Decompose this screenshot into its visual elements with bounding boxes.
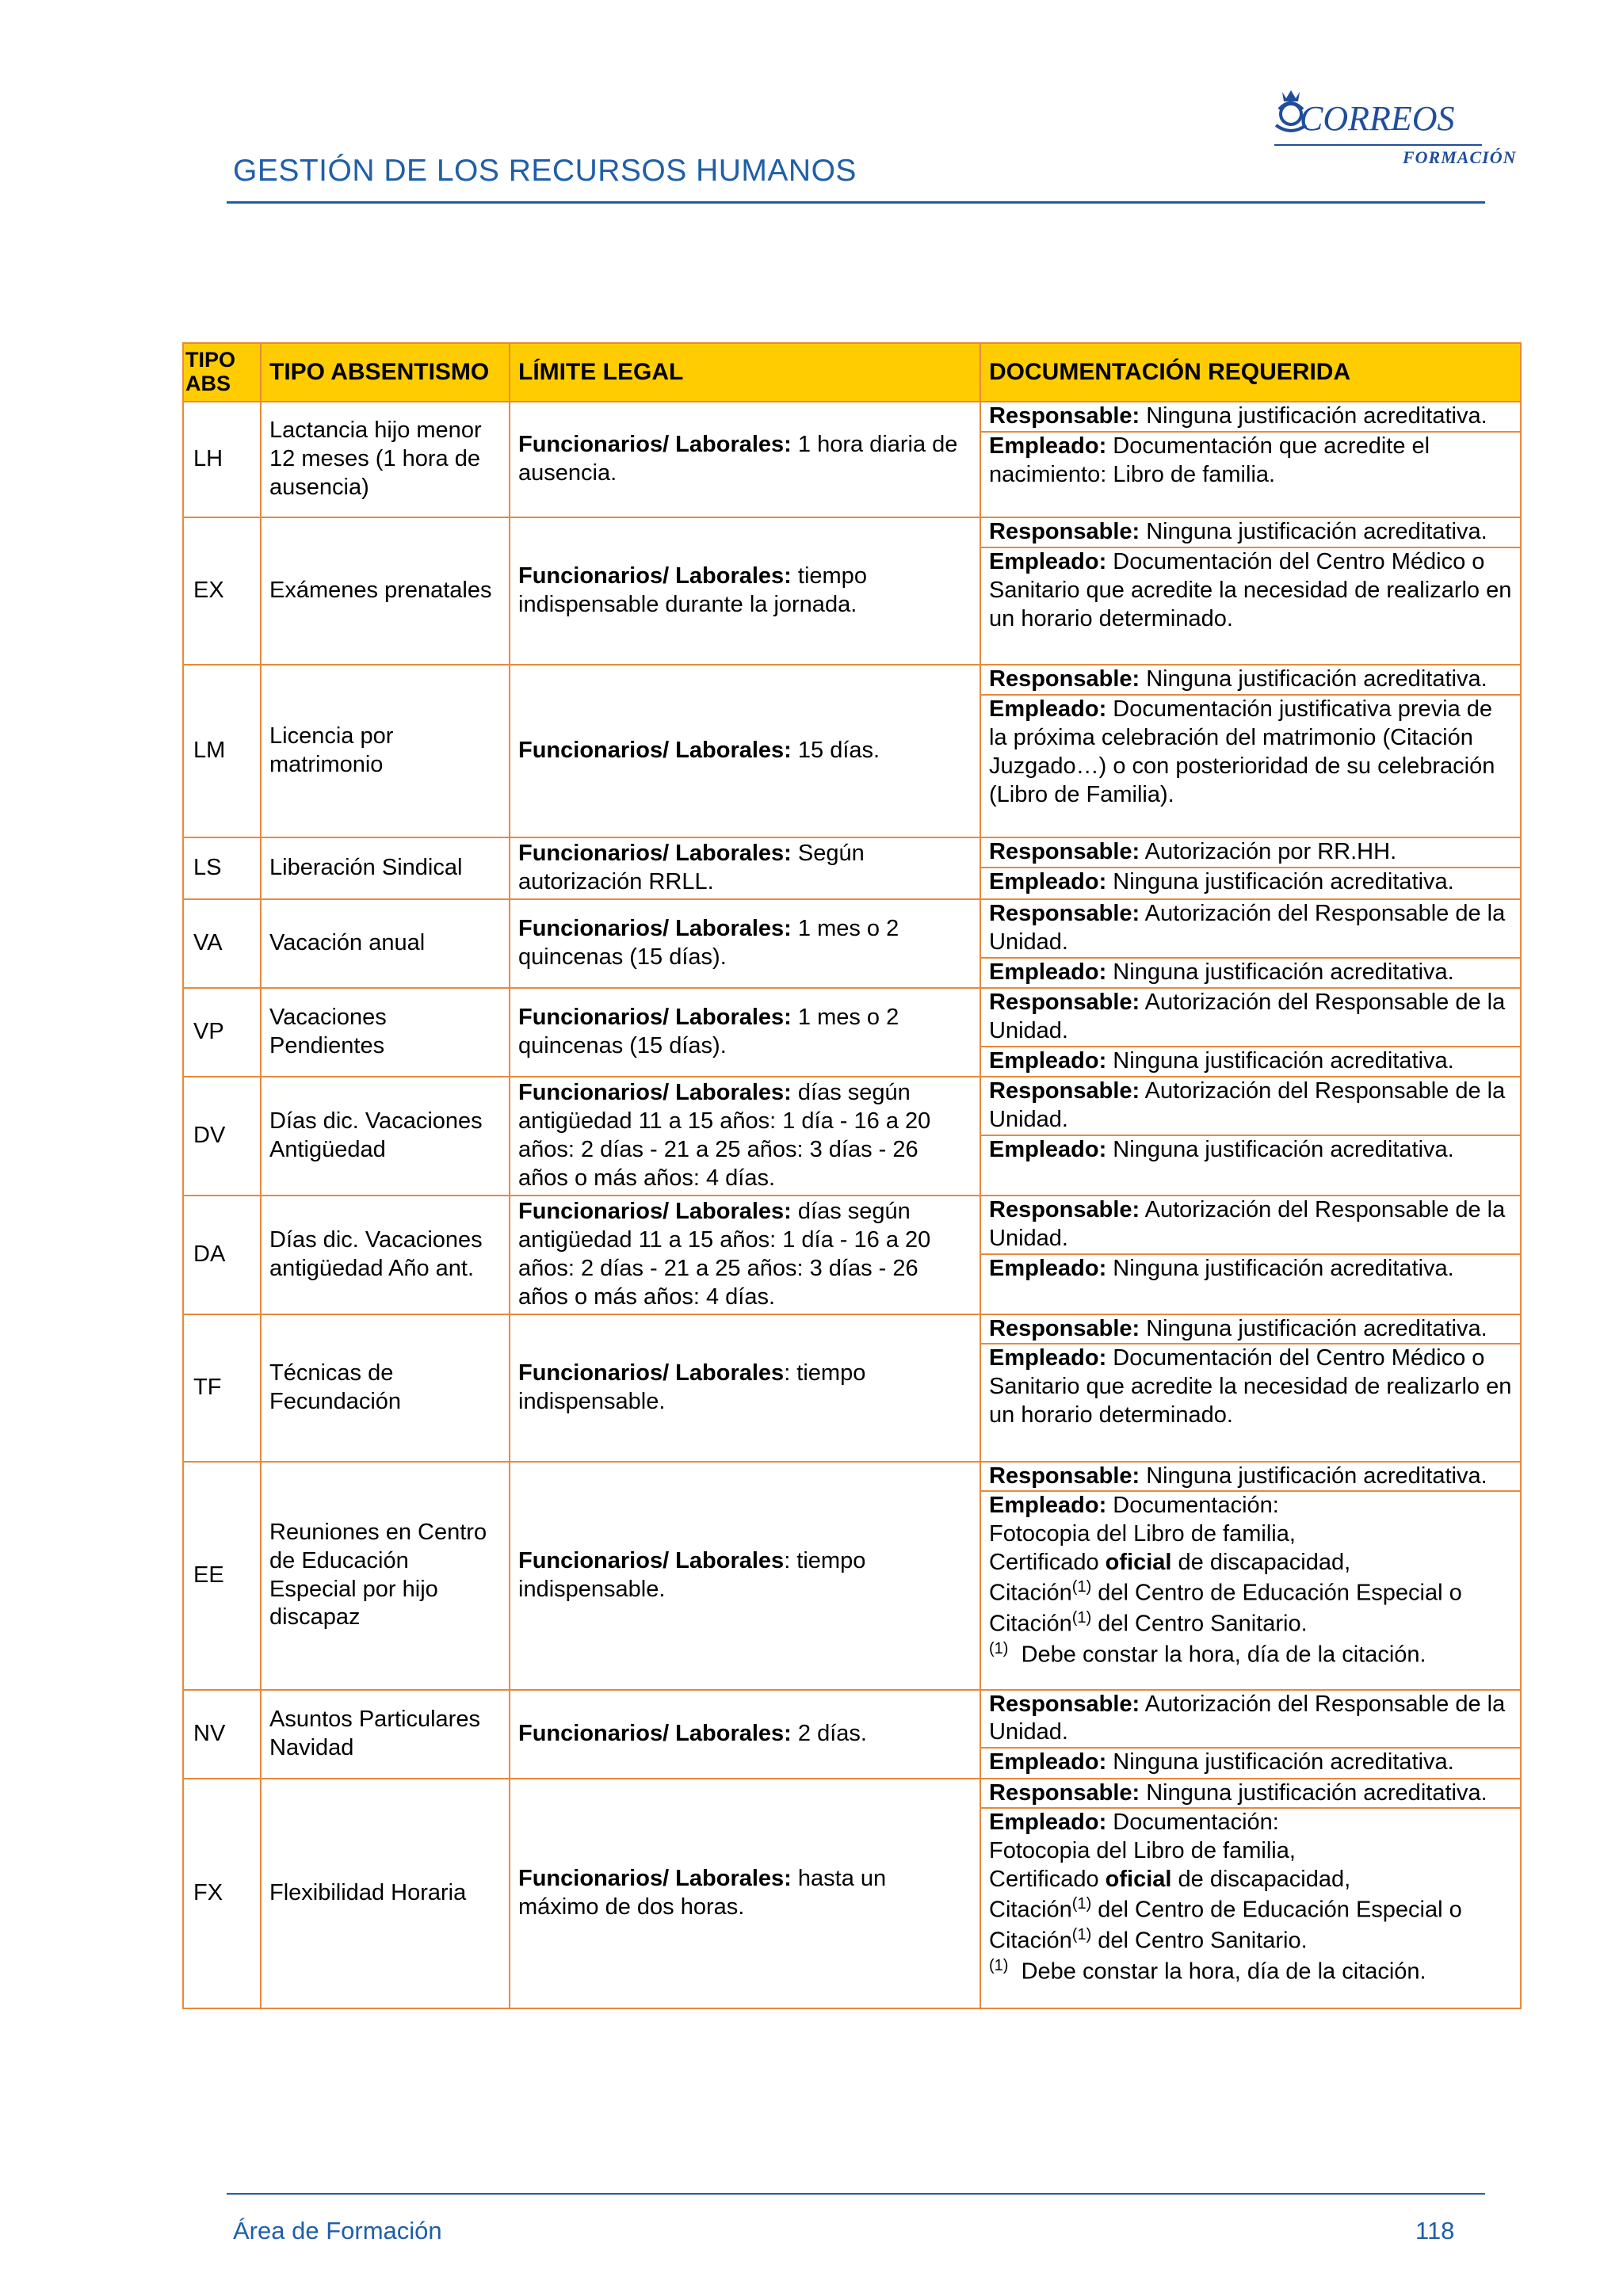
empleado-text: Ninguna justificación acreditativa. <box>1106 1255 1454 1281</box>
doc-line-text: Fotocopia del Libro de familia, <box>989 1838 1296 1864</box>
doc-empleado <box>981 867 1520 897</box>
table-row <box>183 1077 1521 1196</box>
limit-label: Funcionarios/ Laborales: <box>518 1198 792 1224</box>
absenteeism-table <box>182 342 1522 2009</box>
cell-required-docs <box>980 837 1521 899</box>
limit-text: tiempo indispensable durante la jornada. <box>518 563 867 617</box>
table-row <box>183 899 1521 988</box>
cell-absence-type: Liberación Sindical <box>261 837 510 899</box>
table-row <box>183 1196 1521 1314</box>
cell-absence-type: Exámenes prenatales <box>261 517 510 665</box>
page-number: 118 <box>1415 2217 1455 2245</box>
table-row <box>183 517 1521 665</box>
cell-legal-limit <box>510 1690 980 1779</box>
cell-legal-limit <box>510 899 980 988</box>
responsable-text: Ninguna justificación acreditativa. <box>1140 403 1487 429</box>
doc-line-text: de discapacidad, <box>1171 1867 1351 1893</box>
responsable-text: Ninguna justificación acreditativa. <box>1140 666 1487 692</box>
cell-absence-type: Días dic. Vacaciones antigüedad Año ant. <box>261 1196 510 1314</box>
empleado-label: Empleado: <box>989 1136 1107 1162</box>
doc-line-text: del Centro Sanitario. <box>1091 1611 1308 1637</box>
doc-responsable <box>981 1196 1520 1253</box>
responsable-text: Autorización por RR.HH. <box>1140 839 1397 864</box>
cell-required-docs <box>980 517 1521 665</box>
table-row <box>183 402 1521 517</box>
responsable-label: Responsable: <box>989 989 1140 1015</box>
cell-code: LS <box>183 837 261 899</box>
cell-legal-limit <box>510 517 980 665</box>
cell-absence-type: Lactancia hijo menor 12 meses (1 hora de ausencia) <box>261 402 510 517</box>
responsable-text: Ninguna justificación acreditativa. <box>1140 519 1487 544</box>
empleado-text: Documentación que acredite el nacimiento: Libro de familia. <box>989 433 1430 487</box>
doc-responsable <box>981 1463 1520 1491</box>
empleado-label: Empleado: <box>989 696 1107 722</box>
empleado-text: Documentación: <box>1106 1810 1279 1836</box>
cell-required-docs <box>980 1779 1521 2008</box>
empleado-doc-line <box>989 1837 1512 1866</box>
limit-label: Funcionarios/ Laborales: <box>518 738 792 764</box>
table-row <box>183 988 1521 1077</box>
responsable-text: Autorización del Responsable de la Unidad. <box>989 1691 1506 1745</box>
cell-code: NV <box>183 1690 261 1779</box>
empleado-label: Empleado: <box>989 1810 1107 1836</box>
doc-line-text: Fotocopia del Libro de familia, <box>989 1521 1296 1547</box>
doc-line-text: Debe constar la hora, día de la citación. <box>1008 1642 1426 1668</box>
doc-responsable <box>981 1779 1520 1808</box>
footnote-marker: (1) <box>989 1639 1009 1657</box>
cell-required-docs <box>980 1314 1521 1462</box>
limit-text: 2 días. <box>791 1720 867 1746</box>
cell-code: VA <box>183 899 261 988</box>
cell-code: DV <box>183 1077 261 1196</box>
empleado-doc-line <box>989 1577 1512 1608</box>
doc-line-text: Citación <box>989 1611 1072 1637</box>
cell-legal-limit <box>510 665 980 837</box>
footnote-marker: (1) <box>1071 1895 1092 1913</box>
table-row <box>183 1779 1521 2008</box>
cell-required-docs <box>980 988 1521 1077</box>
cell-required-docs <box>980 402 1521 517</box>
doc-empleado <box>981 1807 1520 1986</box>
responsable-text: Ninguna justificación acreditativa. <box>1140 1779 1487 1806</box>
cell-legal-limit <box>510 1314 980 1462</box>
responsable-label: Responsable: <box>989 839 1140 864</box>
emphasis-text: oficial <box>1105 1550 1172 1576</box>
limit-label: Funcionarios/ Laborales: <box>518 1720 792 1746</box>
responsable-text: Autorización del Responsable de la Unidad. <box>989 1077 1506 1132</box>
cell-code: FX <box>183 1779 261 2008</box>
table-row <box>183 1314 1521 1462</box>
responsable-label: Responsable: <box>989 519 1140 544</box>
column-header-limit: LÍMITE LEGAL <box>510 343 980 402</box>
cell-required-docs <box>980 899 1521 988</box>
limit-label: Funcionarios/ Laborales <box>518 1547 785 1573</box>
cell-code: EE <box>183 1462 261 1690</box>
logo-underline <box>1274 144 1482 146</box>
doc-empleado <box>981 1046 1520 1076</box>
empleado-doc-line <box>989 1925 1512 1956</box>
responsable-label: Responsable: <box>989 1077 1140 1104</box>
cell-code: EX <box>183 517 261 665</box>
empleado-label: Empleado: <box>989 1047 1107 1074</box>
responsable-text: Ninguna justificación acreditativa. <box>1140 1315 1487 1341</box>
logo-wordmark: CORREOS <box>1300 99 1455 138</box>
cell-absence-type: Días dic. Vacaciones Antigüedad <box>261 1077 510 1196</box>
limit-text: : tiempo indispensable. <box>518 1547 866 1602</box>
limit-label: Funcionarios/ Laborales: <box>518 841 792 866</box>
logo-subtitle: FORMACIÓN <box>1403 147 1517 167</box>
responsable-text: Ninguna justificación acreditativa. <box>1140 1463 1487 1489</box>
doc-line-text: Certificado <box>989 1867 1106 1893</box>
cell-code: VP <box>183 988 261 1077</box>
footer-section-name: Área de Formación <box>233 2217 442 2245</box>
empleado-label: Empleado: <box>989 433 1107 459</box>
table-row <box>183 1462 1521 1690</box>
cell-legal-limit <box>510 1779 980 2008</box>
table-header-row <box>183 343 1521 402</box>
doc-line-text: Citación <box>989 1928 1072 1954</box>
limit-text: 1 hora diaria de ausencia. <box>518 432 958 486</box>
cell-legal-limit <box>510 1196 980 1314</box>
doc-empleado <box>981 1747 1520 1777</box>
empleado-text: Ninguna justificación acreditativa. <box>1106 1749 1454 1775</box>
empleado-text: Documentación justificativa previa de la próxima celebración del matrimonio (Citación Juzgado…) o con posterioridad de su celebración (Libro de Familia). <box>989 696 1495 807</box>
responsable-label: Responsable: <box>989 1463 1140 1489</box>
column-header-type: TIPO ABSENTISMO <box>261 343 510 402</box>
responsable-label: Responsable: <box>989 403 1140 429</box>
limit-text: 1 mes o 2 quincenas (15 días). <box>518 1004 899 1058</box>
cell-absence-type: Licencia por matrimonio <box>261 665 510 837</box>
footnote-marker: (1) <box>1071 1608 1092 1627</box>
limit-text: días según antigüedad 11 a 15 años: 1 día - 16 a 20 años: 2 días - 21 a 25 años: 3 días - 26 años o más años: 4 días. <box>518 1198 931 1310</box>
emphasis-text: oficial <box>1105 1867 1172 1893</box>
cell-absence-type: Vacaciones Pendientes <box>261 988 510 1077</box>
responsable-label: Responsable: <box>989 666 1140 692</box>
page-header-title: GESTIÓN DE LOS RECURSOS HUMANOS <box>233 154 857 188</box>
doc-line-text: del Centro de Educación Especial o <box>1091 1897 1462 1923</box>
limit-text: 1 mes o 2 quincenas (15 días). <box>518 915 899 970</box>
table-row <box>183 837 1521 899</box>
footer-divider <box>227 2193 1485 2195</box>
cell-legal-limit <box>510 402 980 517</box>
doc-responsable <box>981 838 1520 867</box>
limit-label: Funcionarios/ Laborales <box>518 1360 785 1386</box>
empleado-text: Ninguna justificación acreditativa. <box>1106 868 1454 894</box>
responsable-label: Responsable: <box>989 1315 1140 1341</box>
cell-absence-type: Vacación anual <box>261 899 510 988</box>
responsable-label: Responsable: <box>989 1196 1140 1222</box>
column-header-docs: DOCUMENTACIÓN REQUERIDA <box>980 343 1521 402</box>
empleado-doc-line <box>989 1520 1512 1549</box>
cell-required-docs <box>980 1690 1521 1779</box>
doc-line-text: de discapacidad, <box>1171 1550 1351 1576</box>
responsable-label: Responsable: <box>989 1691 1140 1717</box>
cell-legal-limit <box>510 837 980 899</box>
footnote-line <box>989 1639 1512 1670</box>
cell-code: DA <box>183 1196 261 1314</box>
doc-empleado <box>981 431 1520 490</box>
footnote-marker: (1) <box>1071 1925 1092 1943</box>
doc-responsable <box>981 1315 1520 1344</box>
limit-label: Funcionarios/ Laborales: <box>518 432 792 458</box>
cell-code: LM <box>183 665 261 837</box>
cell-required-docs <box>980 1196 1521 1314</box>
doc-empleado <box>981 547 1520 634</box>
limit-label: Funcionarios/ Laborales: <box>518 563 792 589</box>
doc-empleado <box>981 957 1520 987</box>
doc-responsable <box>981 666 1520 694</box>
doc-line-text: del Centro Sanitario. <box>1091 1928 1308 1954</box>
footnote-marker: (1) <box>1071 1578 1092 1596</box>
table-row <box>183 665 1521 837</box>
responsable-text: Autorización del Responsable de la Unidad. <box>989 1196 1506 1251</box>
doc-line-text: Debe constar la hora, día de la citación. <box>1008 1958 1426 1985</box>
cell-absence-type: Flexibilidad Horaria <box>261 1779 510 2008</box>
doc-responsable <box>981 518 1520 547</box>
doc-empleado <box>981 1253 1520 1283</box>
responsable-label: Responsable: <box>989 1779 1140 1806</box>
empleado-text: Documentación: <box>1106 1493 1279 1519</box>
cell-absence-type: Técnicas de Fecundación <box>261 1314 510 1462</box>
cell-required-docs <box>980 665 1521 837</box>
empleado-label: Empleado: <box>989 959 1107 985</box>
limit-text: hasta un máximo de dos horas. <box>518 1865 887 1920</box>
limit-text: : tiempo indispensable. <box>518 1360 866 1414</box>
doc-responsable <box>981 900 1520 957</box>
cell-legal-limit <box>510 988 980 1077</box>
limit-text: 15 días. <box>791 738 880 764</box>
column-header-code: TIPO ABS <box>183 343 261 402</box>
doc-line-text: Citación <box>989 1897 1072 1923</box>
cell-code: TF <box>183 1314 261 1462</box>
doc-line-text: del Centro de Educación Especial o <box>1091 1581 1462 1606</box>
header-divider <box>227 201 1485 204</box>
cell-legal-limit <box>510 1462 980 1690</box>
empleado-doc-line <box>989 1894 1512 1925</box>
footnote-marker: (1) <box>989 1956 1009 1974</box>
empleado-label: Empleado: <box>989 868 1107 894</box>
responsable-text: Autorización del Responsable de la Unidad. <box>989 900 1506 955</box>
doc-line-text: Certificado <box>989 1550 1106 1576</box>
empleado-doc-line <box>989 1549 1512 1577</box>
doc-empleado <box>981 1490 1520 1669</box>
empleado-label: Empleado: <box>989 1749 1107 1775</box>
doc-line-text: Citación <box>989 1581 1072 1606</box>
doc-empleado <box>981 1135 1520 1165</box>
limit-label: Funcionarios/ Laborales: <box>518 1865 792 1891</box>
empleado-label: Empleado: <box>989 1493 1107 1519</box>
table-row <box>183 1690 1521 1779</box>
empleado-doc-line <box>989 1866 1512 1894</box>
empleado-label: Empleado: <box>989 1255 1107 1281</box>
doc-empleado <box>981 1343 1520 1430</box>
cell-code: LH <box>183 402 261 517</box>
limit-text: días según antigüedad 11 a 15 años: 1 día - 16 a 20 años: 2 días - 21 a 25 años: 3 días - 26 años o más años: 4 días. <box>518 1079 931 1191</box>
doc-responsable <box>981 989 1520 1046</box>
empleado-label: Empleado: <box>989 1345 1107 1371</box>
empleado-text: Documentación del Centro Médico o Sanitario que acredite la necesidad de realizarlo en un horario determinado. <box>989 548 1512 631</box>
cell-required-docs <box>980 1077 1521 1196</box>
empleado-text: Documentación del Centro Médico o Sanitario que acredite la necesidad de realizarlo en un horario determinado. <box>989 1345 1512 1428</box>
empleado-doc-line <box>989 1608 1512 1639</box>
doc-responsable <box>981 1691 1520 1748</box>
empleado-text: Ninguna justificación acreditativa. <box>1106 1047 1454 1074</box>
limit-text: Según autorización RRLL. <box>518 841 865 894</box>
cell-absence-type: Reuniones en Centro de Educación Especial por hijo discapaz <box>261 1462 510 1690</box>
limit-label: Funcionarios/ Laborales: <box>518 915 792 941</box>
footnote-line <box>989 1956 1512 1987</box>
empleado-text: Ninguna justificación acreditativa. <box>1106 1136 1454 1162</box>
responsable-label: Responsable: <box>989 900 1140 926</box>
doc-responsable <box>981 402 1520 431</box>
doc-empleado <box>981 694 1520 810</box>
empleado-label: Empleado: <box>989 548 1107 574</box>
limit-label: Funcionarios/ Laborales: <box>518 1079 792 1105</box>
cell-absence-type: Asuntos Particulares Navidad <box>261 1690 510 1779</box>
cell-required-docs <box>980 1462 1521 1690</box>
responsable-text: Autorización del Responsable de la Unidad. <box>989 989 1506 1043</box>
doc-responsable <box>981 1077 1520 1135</box>
limit-label: Funcionarios/ Laborales: <box>518 1004 792 1030</box>
cell-legal-limit <box>510 1077 980 1196</box>
empleado-text: Ninguna justificación acreditativa. <box>1106 959 1454 985</box>
